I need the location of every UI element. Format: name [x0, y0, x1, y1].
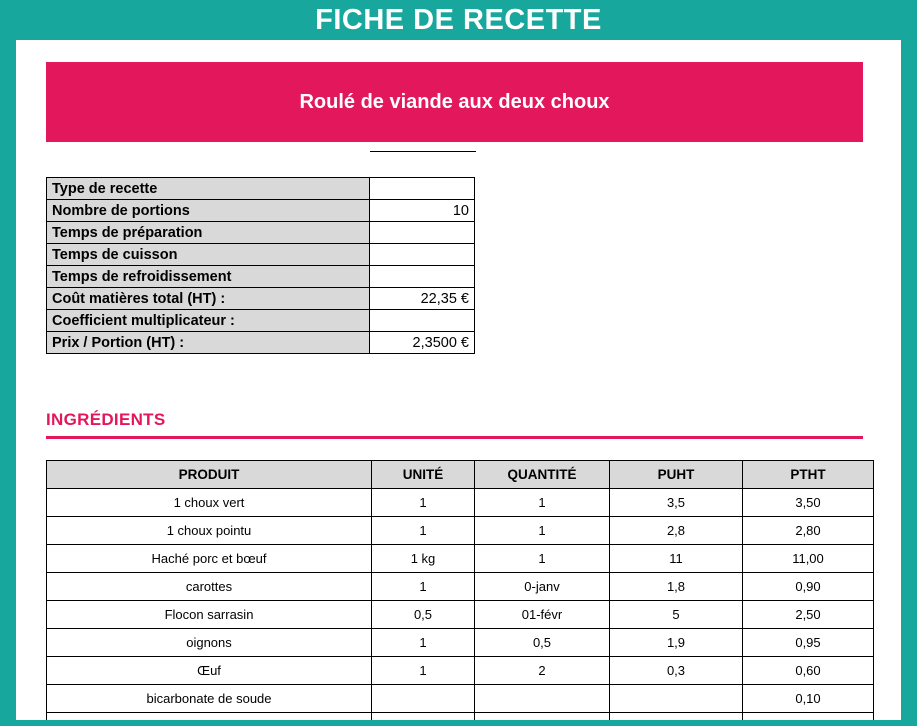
column-header-produit: PRODUIT: [47, 461, 372, 489]
info-label: Coefficient multiplicateur :: [47, 310, 370, 332]
cell-ptht[interactable]: 0,90: [743, 573, 874, 601]
table-row: [47, 244, 475, 266]
table-row: [47, 310, 475, 332]
table-row: [47, 713, 874, 721]
info-value[interactable]: [370, 222, 475, 244]
cell-quantite[interactable]: 2: [475, 657, 610, 685]
info-value[interactable]: [370, 178, 475, 200]
table-row: [47, 629, 874, 657]
cell-produit[interactable]: oignons: [47, 629, 372, 657]
cell-unite[interactable]: [372, 685, 475, 713]
cell-ptht[interactable]: 0,60: [743, 657, 874, 685]
info-value[interactable]: [370, 310, 475, 332]
cell-produit[interactable]: bicarbonate de soude: [47, 685, 372, 713]
table-row: [47, 178, 475, 200]
document-title-band: [0, 0, 917, 40]
column-header-unite: UNITÉ: [372, 461, 475, 489]
cell-produit[interactable]: 1 choux pointu: [47, 517, 372, 545]
cell-ptht[interactable]: 3,50: [743, 489, 874, 517]
info-value[interactable]: 10: [370, 200, 475, 222]
ingredients-divider: [46, 436, 863, 439]
info-label: Prix / Portion (HT) :: [47, 332, 370, 354]
column-header-quantite: QUANTITÉ: [475, 461, 610, 489]
cell-puht[interactable]: 0,3: [610, 657, 743, 685]
cell-unite[interactable]: [372, 713, 475, 721]
cell-puht[interactable]: [610, 713, 743, 721]
info-label: Nombre de portions: [47, 200, 370, 222]
cell-ptht[interactable]: 2,50: [743, 601, 874, 629]
recipe-name: Roulé de viande aux deux choux: [299, 90, 610, 113]
info-table-top-rule: [370, 151, 476, 152]
cell-produit[interactable]: carottes: [47, 573, 372, 601]
table-row: [47, 489, 874, 517]
column-header-puht: PUHT: [610, 461, 743, 489]
cell-quantite[interactable]: 01-févr: [475, 601, 610, 629]
info-label: Temps de cuisson: [47, 244, 370, 266]
table-row: [47, 601, 874, 629]
cell-ptht[interactable]: [743, 713, 874, 721]
cell-unite[interactable]: 1: [372, 657, 475, 685]
cell-quantite[interactable]: 1: [475, 545, 610, 573]
cell-unite[interactable]: 1: [372, 517, 475, 545]
cell-puht[interactable]: 11: [610, 545, 743, 573]
cell-ptht[interactable]: 0,95: [743, 629, 874, 657]
cell-produit[interactable]: Haché porc et bœuf: [47, 545, 372, 573]
table-row: [47, 657, 874, 685]
cell-unite[interactable]: 1 kg: [372, 545, 475, 573]
cell-unite[interactable]: 1: [372, 573, 475, 601]
table-row: [47, 332, 475, 354]
info-label: Type de recette: [47, 178, 370, 200]
cell-ptht[interactable]: 11,00: [743, 545, 874, 573]
recipe-info-table: [46, 177, 475, 354]
cell-puht[interactable]: 5: [610, 601, 743, 629]
recipe-info-block: [46, 151, 475, 354]
cell-produit[interactable]: [47, 713, 372, 721]
table-row: [47, 266, 475, 288]
ingredients-heading: INGRÉDIENTS: [46, 410, 166, 429]
sheet-area: [16, 40, 901, 720]
info-value[interactable]: 2,3500 €: [370, 332, 475, 354]
recipe-name-banner: [46, 62, 863, 142]
cell-puht[interactable]: 1,8: [610, 573, 743, 601]
table-row: [47, 517, 874, 545]
cell-quantite[interactable]: [475, 713, 610, 721]
info-value[interactable]: [370, 244, 475, 266]
table-row: [47, 545, 874, 573]
cell-quantite[interactable]: [475, 685, 610, 713]
page-title: FICHE DE RECETTE: [315, 3, 602, 36]
info-value[interactable]: 22,35 €: [370, 288, 475, 310]
cell-quantite[interactable]: 1: [475, 517, 610, 545]
column-header-ptht: PTHT: [743, 461, 874, 489]
cell-puht[interactable]: 1,9: [610, 629, 743, 657]
cell-unite[interactable]: 1: [372, 489, 475, 517]
table-row: [47, 200, 475, 222]
info-label: Coût matières total (HT) :: [47, 288, 370, 310]
info-label: Temps de refroidissement: [47, 266, 370, 288]
cell-produit[interactable]: Flocon sarrasin: [47, 601, 372, 629]
ingredients-table: [46, 460, 874, 720]
info-value[interactable]: [370, 266, 475, 288]
table-row: [47, 573, 874, 601]
cell-puht[interactable]: 2,8: [610, 517, 743, 545]
table-row: [47, 288, 475, 310]
table-header-row: [47, 461, 874, 489]
cell-quantite[interactable]: 0,5: [475, 629, 610, 657]
cell-ptht[interactable]: 0,10: [743, 685, 874, 713]
cell-unite[interactable]: 0,5: [372, 601, 475, 629]
cell-produit[interactable]: 1 choux vert: [47, 489, 372, 517]
info-label: Temps de préparation: [47, 222, 370, 244]
cell-unite[interactable]: 1: [372, 629, 475, 657]
cell-puht[interactable]: [610, 685, 743, 713]
cell-puht[interactable]: 3,5: [610, 489, 743, 517]
table-row: [47, 685, 874, 713]
cell-produit[interactable]: Œuf: [47, 657, 372, 685]
cell-quantite[interactable]: 0-janv: [475, 573, 610, 601]
cell-ptht[interactable]: 2,80: [743, 517, 874, 545]
table-row: [47, 222, 475, 244]
cell-quantite[interactable]: 1: [475, 489, 610, 517]
